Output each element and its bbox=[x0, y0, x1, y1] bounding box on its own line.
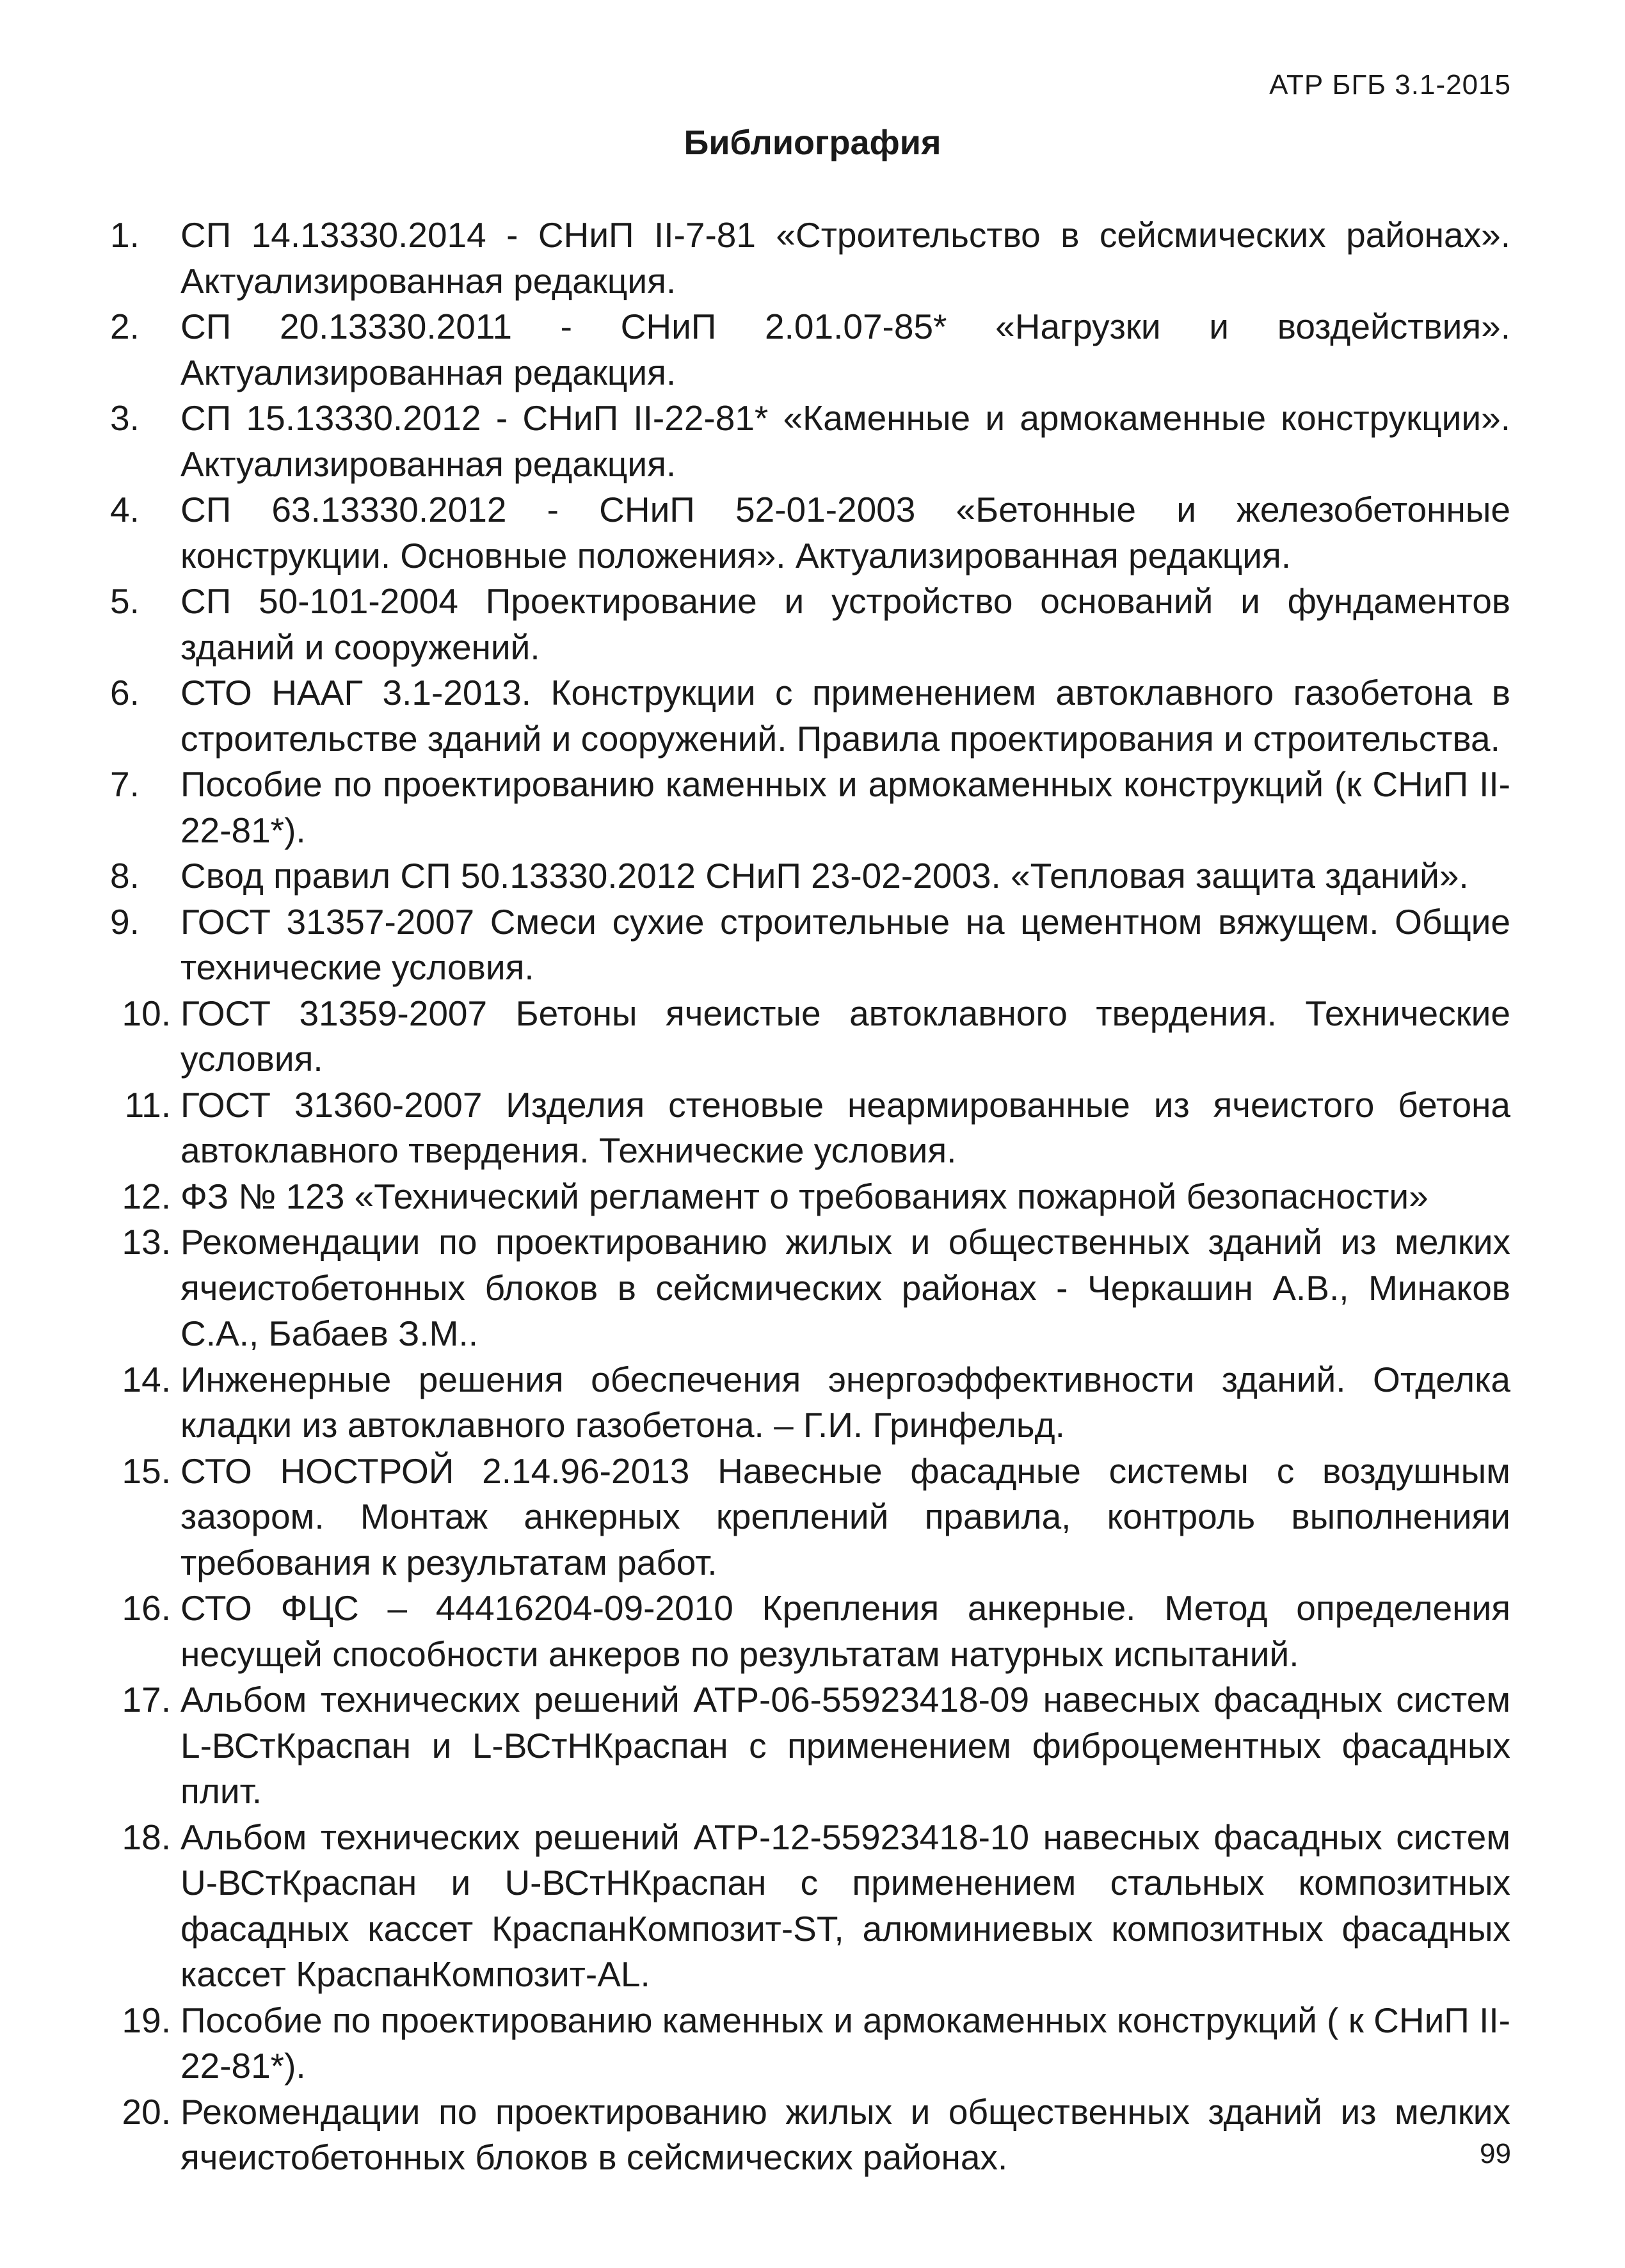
bibliography-item-number: 8. bbox=[110, 856, 140, 896]
bibliography-item-text: Рекомендации по проектированию жилых и общественных зданий из мелких ячеистобетонных блоков в сейсмических районах. bbox=[180, 2091, 1510, 2177]
bibliography-item bbox=[110, 670, 1510, 762]
bibliography-item bbox=[110, 1449, 1510, 1586]
bibliography-item-number: 11. bbox=[124, 1084, 171, 1125]
bibliography-item-text: Пособие по проектированию каменных и армокаменных конструкций ( к СНиП II-22-81*). bbox=[180, 2000, 1510, 2086]
bibliography-item bbox=[110, 213, 1510, 304]
bibliography-item-number: 1. bbox=[110, 215, 140, 255]
bibliography-item-text: ГОСТ 31360-2007 Изделия стеновые неармированные из ячеистого бетона автоклавного твердения. Технические условия. bbox=[180, 1084, 1510, 1170]
bibliography-item-number: 9. bbox=[110, 901, 140, 942]
bibliography-item-text: Инженерные решения обеспечения энергоэффективности зданий. Отделка кладки из автоклавного газобетона. – Г.И. Гринфельд. bbox=[180, 1359, 1510, 1445]
bibliography-item-number: 3. bbox=[110, 398, 140, 438]
bibliography-item-number: 7. bbox=[110, 764, 140, 804]
bibliography-item bbox=[110, 1815, 1510, 1998]
bibliography-item bbox=[110, 1586, 1510, 1677]
bibliography-item bbox=[110, 396, 1510, 487]
bibliography-item-number: 17. bbox=[122, 1680, 171, 1719]
bibliography-item-text: ГОСТ 31359-2007 Бетоны ячеистые автоклавного твердения. Технические условия. bbox=[180, 993, 1510, 1079]
bibliography-item-number: 10. bbox=[122, 993, 171, 1033]
page-number: 99 bbox=[1480, 2138, 1511, 2169]
document-code: АТР БГБ 3.1-2015 bbox=[1269, 69, 1511, 101]
bibliography-item-text: СТО НОСТРОЙ 2.14.96-2013 Навесные фасадные системы с воздушным зазором. Монтаж анкерных креплений правила, контроль выполненияи требования к результатам работ. bbox=[180, 1451, 1510, 1582]
bibliography-item bbox=[110, 487, 1510, 579]
bibliography-item-text: СП 20.13330.2011 - СНиП 2.01.07-85* «Нагрузки и воздействия». Актуализированная редакция. bbox=[180, 307, 1510, 392]
bibliography-item-text: СТО ФЦС – 44416204-09-2010 Крепления анкерные. Метод определения несущей способности анкеров по результатам натурных испытаний. bbox=[180, 1588, 1510, 1674]
bibliography-item bbox=[110, 853, 1510, 899]
bibliography-item bbox=[110, 1219, 1510, 1357]
bibliography-item bbox=[110, 991, 1510, 1082]
bibliography-item bbox=[110, 762, 1510, 853]
bibliography-item-number: 14. bbox=[122, 1359, 171, 1399]
bibliography-item-text: Свод правил СП 50.13330.2012 СНиП 23-02-2003. «Тепловая защита зданий». bbox=[180, 856, 1469, 896]
page-title: Библиография bbox=[684, 124, 941, 162]
bibliography-item-number: 19. bbox=[122, 2000, 171, 2040]
bibliography-item bbox=[110, 899, 1510, 991]
bibliography-item-text: СП 63.13330.2012 - СНиП 52-01-2003 «Бетонные и железобетонные конструкции. Основные положения». Актуализированная редакция. bbox=[180, 490, 1510, 575]
bibliography-item bbox=[110, 1677, 1510, 1815]
bibliography-item-number: 20. bbox=[122, 2091, 171, 2132]
bibliography-item bbox=[110, 1174, 1510, 1220]
bibliography-item-text: Альбом технических решений АТР-12-55923418-10 навесных фасадных систем U-ВСтКраспан и U-ВСтНКраспан с применением стальных композитных фасадных кассет КраспанКомпозит-ST, алюминиевых композитных фасадных кассет КраспанКомпозит-AL. bbox=[180, 1817, 1510, 1994]
bibliography-item bbox=[110, 304, 1510, 396]
bibliography-item-text: СП 15.13330.2012 - СНиП II-22-81* «Каменные и армокаменные конструкции». Актуализированная редакция. bbox=[180, 398, 1510, 484]
bibliography-item bbox=[110, 579, 1510, 670]
bibliography-item bbox=[110, 2089, 1510, 2181]
bibliography-item-number: 5. bbox=[110, 581, 140, 621]
bibliography-item-number: 6. bbox=[110, 673, 140, 712]
bibliography-item-text: Пособие по проектированию каменных и армокаменных конструкций (к СНиП II-22-81*). bbox=[180, 764, 1510, 850]
bibliography-item-text: СТО НААГ 3.1-2013. Конструкции с применением автоклавного газобетона в строительстве зданий и сооружений. Правила проектирования и строительства. bbox=[180, 673, 1510, 759]
bibliography-list bbox=[110, 213, 1510, 2181]
bibliography-item-number: 2. bbox=[110, 307, 140, 346]
bibliography-item-number: 16. bbox=[122, 1588, 171, 1628]
bibliography-item-text: ГОСТ 31357-2007 Смеси сухие строительные на цементном вяжущем. Общие технические условия. bbox=[180, 901, 1510, 987]
bibliography-item-text: СП 14.13330.2014 - СНиП II-7-81 «Строительство в сейсмических районах». Актуализированная редакция. bbox=[180, 215, 1510, 301]
bibliography-item-text: ФЗ № 123 «Технический регламент о требованиях пожарной безопасности» bbox=[180, 1176, 1429, 1216]
bibliography-item-number: 4. bbox=[110, 490, 140, 529]
bibliography-item-text: Рекомендации по проектированию жилых и общественных зданий из мелких ячеистобетонных блоков в сейсмических районах - Черкашин А.В., Минаков С.А., Бабаев З.М.. bbox=[180, 1222, 1510, 1353]
bibliography-item bbox=[110, 1082, 1510, 1174]
bibliography-item-text: Альбом технических решений АТР-06-55923418-09 навесных фасадных систем L-ВСтКраспан и L-ВСтНКраспан с применением фиброцементных фасадных плит. bbox=[180, 1680, 1510, 1811]
bibliography-item-number: 15. bbox=[122, 1451, 171, 1491]
bibliography-item bbox=[110, 1998, 1510, 2089]
bibliography-item-number: 18. bbox=[122, 1817, 171, 1857]
bibliography-item-number: 13. bbox=[122, 1222, 171, 1262]
bibliography-item-number: 12. bbox=[122, 1176, 171, 1216]
bibliography-item bbox=[110, 1357, 1510, 1449]
bibliography-item-text: СП 50-101-2004 Проектирование и устройство оснований и фундаментов зданий и сооружений. bbox=[180, 581, 1510, 667]
